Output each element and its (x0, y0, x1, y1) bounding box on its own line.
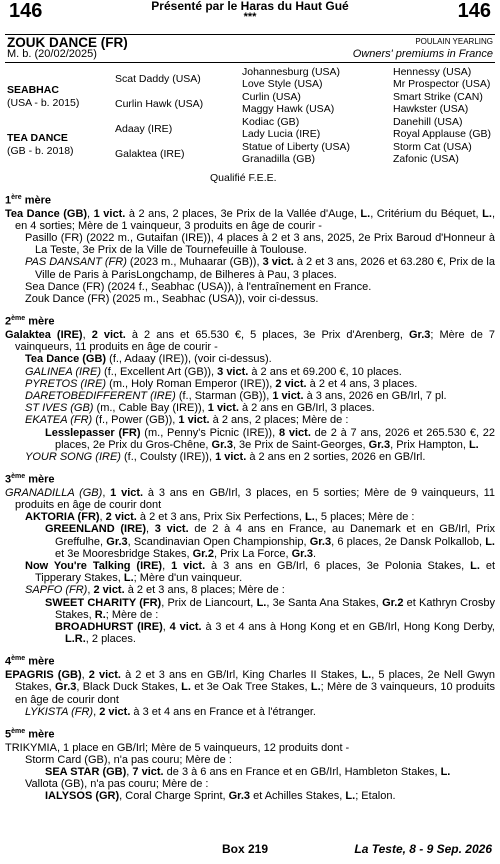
produce-record: TRIKYMIA, 1 place en GB/Irl; Mère de 5 vainqueurs, 12 produits dont - (5, 741, 350, 754)
dam-section (5, 655, 495, 717)
produce-record: IALYSOS (GR), Coral Charge Sprint, Gr.3 et Achilles Stakes, L.; Etalon. (45, 790, 396, 803)
produce-record: Pasillo (FR) (2022 m., Gutaifan (IRE)), 4 places à 2 et 3 ans, 2025, 2e Prix Baroud d'Honneur à La Teste, 3e Prix de la Ville de Tournefeuille à Toulouse. (25, 232, 495, 257)
produce-record: SAPFO (FR), 2 vict. à 2 et 3 ans, 8 places; Mère de : (25, 584, 285, 597)
produce-record: Galaktea (IRE), 2 vict. à 2 ans et 65.530 €, 5 places, 3e Prix d'Arenberg, Gr.3; Mère de 7 vainqueurs, 11 produits en âge de courir - (5, 328, 496, 354)
pedigree-g4: Zafonic (USA) (393, 153, 459, 165)
produce-record: Tea Dance (GB) (f., Adaay (IRE)), (voir ci-dessus). (25, 353, 272, 366)
dam-section-heading: 1ère mère (5, 194, 51, 207)
pedigree-table (5, 66, 495, 184)
lot-number-left: 146 (9, 0, 43, 22)
dam-section (5, 473, 495, 645)
pedigree-g2: Galaktea (IRE) (115, 148, 185, 160)
pedigree-g2: Adaay (IRE) (115, 123, 173, 135)
stars: *** (243, 11, 257, 23)
produce-record: PYRETOS (IRE) (m., Holy Roman Emperor (IRE)), 2 vict. à 2 et 4 ans, 3 places. (25, 377, 418, 390)
produce-record: AKTORIA (FR), 2 vict. à 2 et 3 ans, Prix Six Perfections, L., 5 places; Mère de : (25, 511, 415, 524)
pedigree-g4: Hawkster (USA) (393, 103, 469, 115)
dam-section (5, 315, 495, 463)
qualification: Qualifié F.E.E. (210, 172, 277, 184)
horse-category: POULAIN YEARLING (415, 37, 493, 46)
dam-info: (GB - b. 2018) (7, 145, 74, 157)
pedigree-g3: Granadilla (GB) (242, 153, 315, 165)
produce-record: GREENLAND (IRE), 3 vict. de 2 à 4 ans en France, au Danemark et en GB/Irl, Prix Greffulhe, Gr.3, Scandinavian Open Championship, Gr.3, 6 places, 2e Dansk Polkallob, L. et 3e Mooresbridge Stakes, Gr.2, Prix La Force, Gr.3. (45, 523, 496, 560)
pedigree-g4: Storm Cat (USA) (393, 141, 472, 153)
produce-record: ST IVES (GB) (m., Cable Bay (IRE)), 1 vict. à 2 ans en GB/Irl, 3 places. (25, 402, 375, 415)
pedigree-g3: Love Style (USA) (242, 78, 323, 90)
pedigree-g2: Curlin Hawk (USA) (115, 98, 204, 110)
pedigree-g4: Smart Strike (CAN) (393, 91, 483, 103)
box-number: Box 219 (222, 842, 269, 856)
produce-record: PAS DANSANT (FR) (2023 m., Muhaarar (GB)), 3 vict. à 2 et 3 ans, 2026 et 63.280 €, Prix de la Ville de Paris à ParisLongchamp, de Bilheres à Pau, 3 places. (25, 256, 495, 281)
sire-info: (USA - b. 2015) (7, 97, 80, 109)
dam-name: TEA DANCE (7, 132, 68, 144)
pedigree-g4: Hennessy (USA) (393, 66, 472, 78)
produce-record: DARETOBEDIFFERENT (IRE) (f., Starman (GB)), 1 vict. à 3 ans, 2026 en GB/Irl, 7 pl. (25, 389, 447, 402)
horse-details: M. b. (20/02/2025) (7, 48, 97, 60)
dam-section-heading: 5ème mère (5, 727, 55, 741)
sale-place-date: La Teste, 8 - 9 Sep. 2026 (354, 842, 492, 856)
produce-record: Now You're Talking (IRE), 1 vict. à 3 ans en GB/Irl, 6 places, 3e Polonia Stakes, L. et Tipperary Stakes, L.; Mère d'un vainqueur. (25, 560, 496, 585)
produce-record: LYKISTA (FR), 2 vict. à 3 et 4 ans en France et à l'étranger. (25, 705, 316, 718)
produce-record: YOUR SONG (IRE) (f., Coulsty (IRE)), 1 vict. à 2 ans en 2 sorties, 2026 en GB/Irl. (25, 450, 426, 463)
page-footer (0, 842, 500, 858)
pedigree-g4: Mr Prospector (USA) (393, 78, 491, 90)
produce-record: SWEET CHARITY (FR), Prix de Liancourt, L., 3e Santa Ana Stakes, Gr.2 et Kathryn Crosby Stakes, R.; Mère de : (45, 596, 496, 621)
produce-record: BROADHURST (IRE), 4 vict. à 3 et 4 ans à Hong Kong et en GB/Irl, Hong Kong Derby, L.R., 2 places. (55, 621, 495, 646)
sire-name: SEABHAC (7, 84, 59, 96)
pedigree-g2: Scat Daddy (USA) (115, 73, 201, 85)
pedigree-g3: Lady Lucia (IRE) (242, 128, 321, 140)
produce-record: Zouk Dance (FR) (2025 m., Seabhac (USA)), voir ci-dessus. (25, 293, 319, 306)
horse-name: ZOUK DANCE (FR) (7, 35, 128, 50)
lot-number-right: 146 (457, 0, 491, 22)
pedigree-g3: Statue of Liberty (USA) (242, 141, 350, 153)
dam-section-heading: 3ème mère (5, 473, 55, 486)
pedigree-g4: Royal Applause (GB) (393, 128, 492, 140)
pedigree-g4: Danehill (USA) (393, 116, 463, 128)
horse-title-box (5, 34, 495, 63)
produce-record: GRANADILLA (GB), 1 vict. à 3 ans en GB/Irl, 3 places, en 5 sorties; Mère de 9 vainqueurs, 11 produits en âge de courir dont (5, 486, 495, 512)
produce-record: Storm Card (GB), n'a pas couru; Mère de : (25, 753, 232, 766)
produce-record: SEA STAR (GB), 7 vict. de 3 à 6 ans en France et en GB/Irl, Hambleton Stakes, L. (45, 766, 451, 778)
dam-section-heading: 4ème mère (5, 655, 55, 669)
produce-record: Vallota (GB), n'a pas couru; Mère de : (25, 778, 209, 791)
page-header (5, 0, 495, 34)
produce-record: Tea Dance (GB), 1 vict. à 2 ans, 2 places, 3e Prix de la Vallée d'Auge, L., Critérium du Béquet, L., en 4 sorties; Mère de 1 vainqueur, 3 produits en âge de courir - (5, 207, 495, 232)
dam-section (5, 194, 495, 305)
produce-record: GALINEA (IRE) (f., Excellent Art (GB)), 3 vict. à 2 ans et 69.200 €, 10 places. (25, 365, 402, 378)
pedigree-g3: Kodiac (GB) (242, 116, 300, 128)
produce-record: EKATEA (FR) (f., Power (GB)), 1 vict. à 2 ans, 2 places; Mère de : (25, 414, 349, 427)
pedigree-g3: Maggy Hawk (USA) (242, 103, 335, 115)
produce-record: Lesslepasser (FR) (m., Penny's Picnic (IRE)), 8 vict. de 2 à 7 ans, 2026 et 265.530 €, 22 places, 2e Prix du Gros-Chêne, Gr.3, 3e Prix de Saint-Georges, Gr.3, Prix Hampton, L. (45, 426, 496, 451)
dam-section-heading: 2ème mère (5, 315, 55, 328)
dam-section (5, 728, 495, 803)
pedigree-g3: Curlin (USA) (242, 91, 301, 103)
pedigree-g3: Johannesburg (USA) (242, 66, 341, 78)
owners-premiums: Owners' premiums in France (352, 48, 493, 60)
produce-record: EPAGRIS (GB), 2 vict. à 2 et 3 ans en GB/Irl, King Charles II Stakes, L., 5 places, 2e Nell Gwyn Stakes, Gr.3, Black Duck Stakes, L. et 3e Oak Tree Stakes, L.; Mère de 3 vainqueurs, 10 produits en âge de courir dont (5, 669, 495, 706)
presenter: Présenté par le Haras du Haut Gué (151, 0, 349, 13)
dam-lines (5, 194, 495, 803)
produce-record: Sea Dance (FR) (2024 f., Seabhac (USA)), à l'entraînement en France. (25, 280, 372, 293)
